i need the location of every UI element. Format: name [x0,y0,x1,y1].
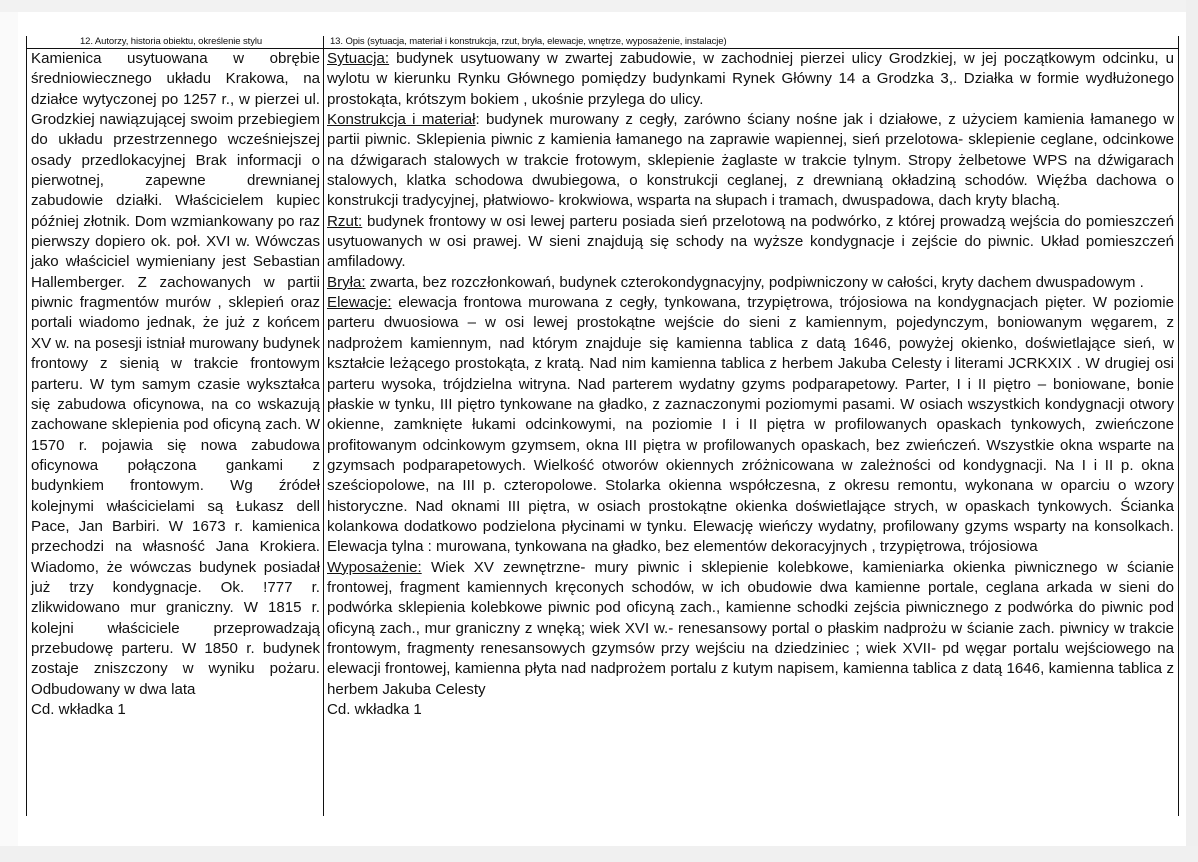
section-text-situation: budynek usytuowany w zwartej zabudowie, w zachodniej pierzei ulicy Grodzkiej, w jej początkowym odcinku, u wylotu w kierunku Rynku Głównego pomiędzy budynkami Rynek Główny 14 a Grodzka 3,. Działka w formie wydłużonego prostokąta, krótszym bokiem , ukośnie przylega do ulicy. [327,50,1174,108]
continuation-note-left: Cd. wkładka 1 [31,701,126,718]
section-text-plan: budynek frontowy w osi lewej parteru posiada sień przelotową na podwórko, z której prowadzą wejścia do pomieszczeń usytuowanych w osi prawej. W sieni znajdują się schody na wyższe kondygnacje i zejście do piwnic. Układ pomieszczeń amfiladowy. [327,212,1174,271]
section-label-situation: Sytuacja: [327,50,390,67]
section-label-elevations: Elewacje: [327,294,392,312]
section-elevations [327,293,1174,557]
section-construction [327,110,1174,212]
column-divider [323,36,324,816]
right-border [1178,36,1179,816]
scan-edge-top [0,0,1198,12]
continuation-note-right: Cd. wkładka 1 [327,701,422,718]
right-column-header: 13. Opis (sytuacja, materiał i konstrukcja, rzut, bryła, elewacje, wnętrze, wyposażenie, instalacje) [330,36,727,47]
scan-edge-right [1186,0,1198,862]
section-label-mass: Bryła: [327,273,366,291]
section-label-plan: Rzut: [327,212,363,230]
section-equipment [327,558,1174,700]
left-border [26,36,27,816]
section-mass [327,273,1174,293]
section-label-equipment: Wyposażenie: [327,558,422,576]
history-text: Kamienica usytuowana w obrębie średniowiecznego układu Krakowa, na działce wytyczonej po 1257 r., w pierzei ul. Grodzkiej nawiązującej swoim przebiegiem do układu przestrzennego wcześniejszej osady przedlokacyjnej Brak informacji o pierwotnej, zapewne drewnianej zabudowie działki. Właścicielem kupiec później złotnik. Dom wzmiankowany po raz pierwszy dopiero ok. poł. XVI w. Wówczas jako właściciel wymieniany jest Sebastian Hallemberger. Z zachowanych w partii piwnic fragmentów murów , sklepień oraz portali wiadomo jednak, że już z końcem XV w. na posesji istniał murowany budynek frontowy z sienią w trakcie frontowym parteru. W tym samym czasie wykształca się zabudowa oficynowa, na co wskazują zachowane sklepienia pod oficyną zach. W 1570 r. pojawia się nowa zabudowa oficynowa połączona gankami z budynkiem frontowym. Wg źródeł kolejnymi właścicielami są Łukasz dell Pace, Jan Barbiri. W 1673 r. kamienica przechodzi na własność Jana Krokiera. Wiadomo, że wówczas budynek posiadał już trzy kondygnacje. Ok. !777 r. zlikwidowano mur graniczny. W 1815 r. kolejni właściciele przeprowadzają przebudowę parteru. W 1850 r. budynek zostaje zniszczony w wyniku pożaru. Odbudowany w dwa lata [31,50,320,698]
section-label-construction: Konstrukcja i materiał [327,111,476,129]
description-column [327,49,1174,720]
section-situation [327,49,1174,110]
scan-edge-bottom [0,846,1198,862]
left-column-header: 12. Autorzy, historia obiektu, określenie stylu [80,36,263,47]
section-text-mass: zwarta, bez rozczłonkowań, budynek czterokondygnacyjny, podpiwniczony w całości, kryty dachem dwuspadowym . [365,273,1144,291]
history-column [31,49,320,720]
section-text-equipment: Wiek XV zewnętrzne- mury piwnic i sklepienie kolebkowe, kamieniarka okienka piwnicznego w ścianie frontowej, fragment kamiennych kręconych schodów, w ich obudowie dwa kamienne portale, ceglana arkada w sieni do podwórka sklepienia kolebkowe piwnic pod oficyną zach., kamienne schodki zejścia piwnicznego z podwórka do piwnic pod oficyną zach., mur graniczny z wnęką; wiek XVI w.- renesansowy portal o płaskim nadprożu w ścianie zach. piwnicy w trakcie frontowym, fragmenty renesansowych gzymsów przy wejściu na dziedziniec ; wiek XVII- pd węgar portalu wejściowego na elewacji frontowej, kamienna płyta nad nadprożem portalu z kutym napisem, kamienna tablica z datą 1646, kamienna tablica z herbem Jakuba Celesty [327,558,1174,698]
section-text-elevations: elewacja frontowa murowana z cegły, tynkowana, trzypiętrowa, trójosiowa na kondygnacjach pięter. W poziomie parteru dwuosiowa – w osi lewej prostokątne wejście do sieni z kamiennym, pojedynczym, boniowanym węgarem, z nadprożem kamiennym, nad którym znajduje się kamienna tablica z datą 1646, powyżej okienko, doświetlające sień, w kształcie leżącego prostokąta, z kratą. Nad nim kamienna tablica z herbem Jakuba Celesty i literami JCRKXIX . W drugiej osi parteru wysoka, trójdzielna witryna. Nad parterem wydatny gzyms podparapetowy. Parter, I i II piętro – boniowane, bonie płaskie w tynku, III piętro tynkowane na gładko, z zaznaczonymi poziomymi pasami. W osiach wszystkich kondygnacji otwory okienne, zamknięte łukami odcinkowymi, na poziomie I i II piętra w profilowanych opaskach tynkowych, zwieńczone profitowanym odcinkowym gzymsem, okna III piętra w profilowanych opaskach, bez zwieńczeń. Wszystkie okna wsparte na gzymsach podparapetowych. Wielkość otworów okiennych zróżnicowana w zależności od kondygnacji. Na I i II p. okna sześciopolowe, na III p. czteropolowe. Stolarka okienna współczesna, z okresu remontu, wykonana w oparciu o wzory historyczne. Nad oknami III piętra, w osiach prostokątne okienka doświetlające strych, w opaskach tynkowych. Ścianka kolankowa dodatkowo podzielona płycinami w tynku. Elewację wieńczy wydatny, profilowany gzyms wsparty na konsolkach. Elewacja tylna : murowana, tynkowana na gładko, bez elementów dekoracyjnych , trzypiętrowa, trójosiowa [327,294,1174,556]
section-plan [327,212,1174,273]
section-text-construction: : budynek murowany z cegły, zarówno ściany nośne jak i działowe, z użyciem kamienia łamanego w partii piwnic. Sklepienia piwnic z kamienia łamanego na zaprawie wapiennej, sień przelotowa- sklepienie ceglane, odcinkowe na dźwigarach stalowych w trakcie frotowym, sklepienie żaglaste w trakcie tylnym. Stropy żelbetowe WPS na dźwigarach stalowych, klatka schodowa dwubiegowa, o konstrukcji ceglanej, z drewnianą okładziną schodów. Więźba dachowa o konstrukcji tradycyjnej, płatwiowo- krokwiowa, wsparta na słupach i tramach, dwuspadowa, dach kryty blachą. [327,111,1174,210]
scan-edge-left [0,0,18,862]
